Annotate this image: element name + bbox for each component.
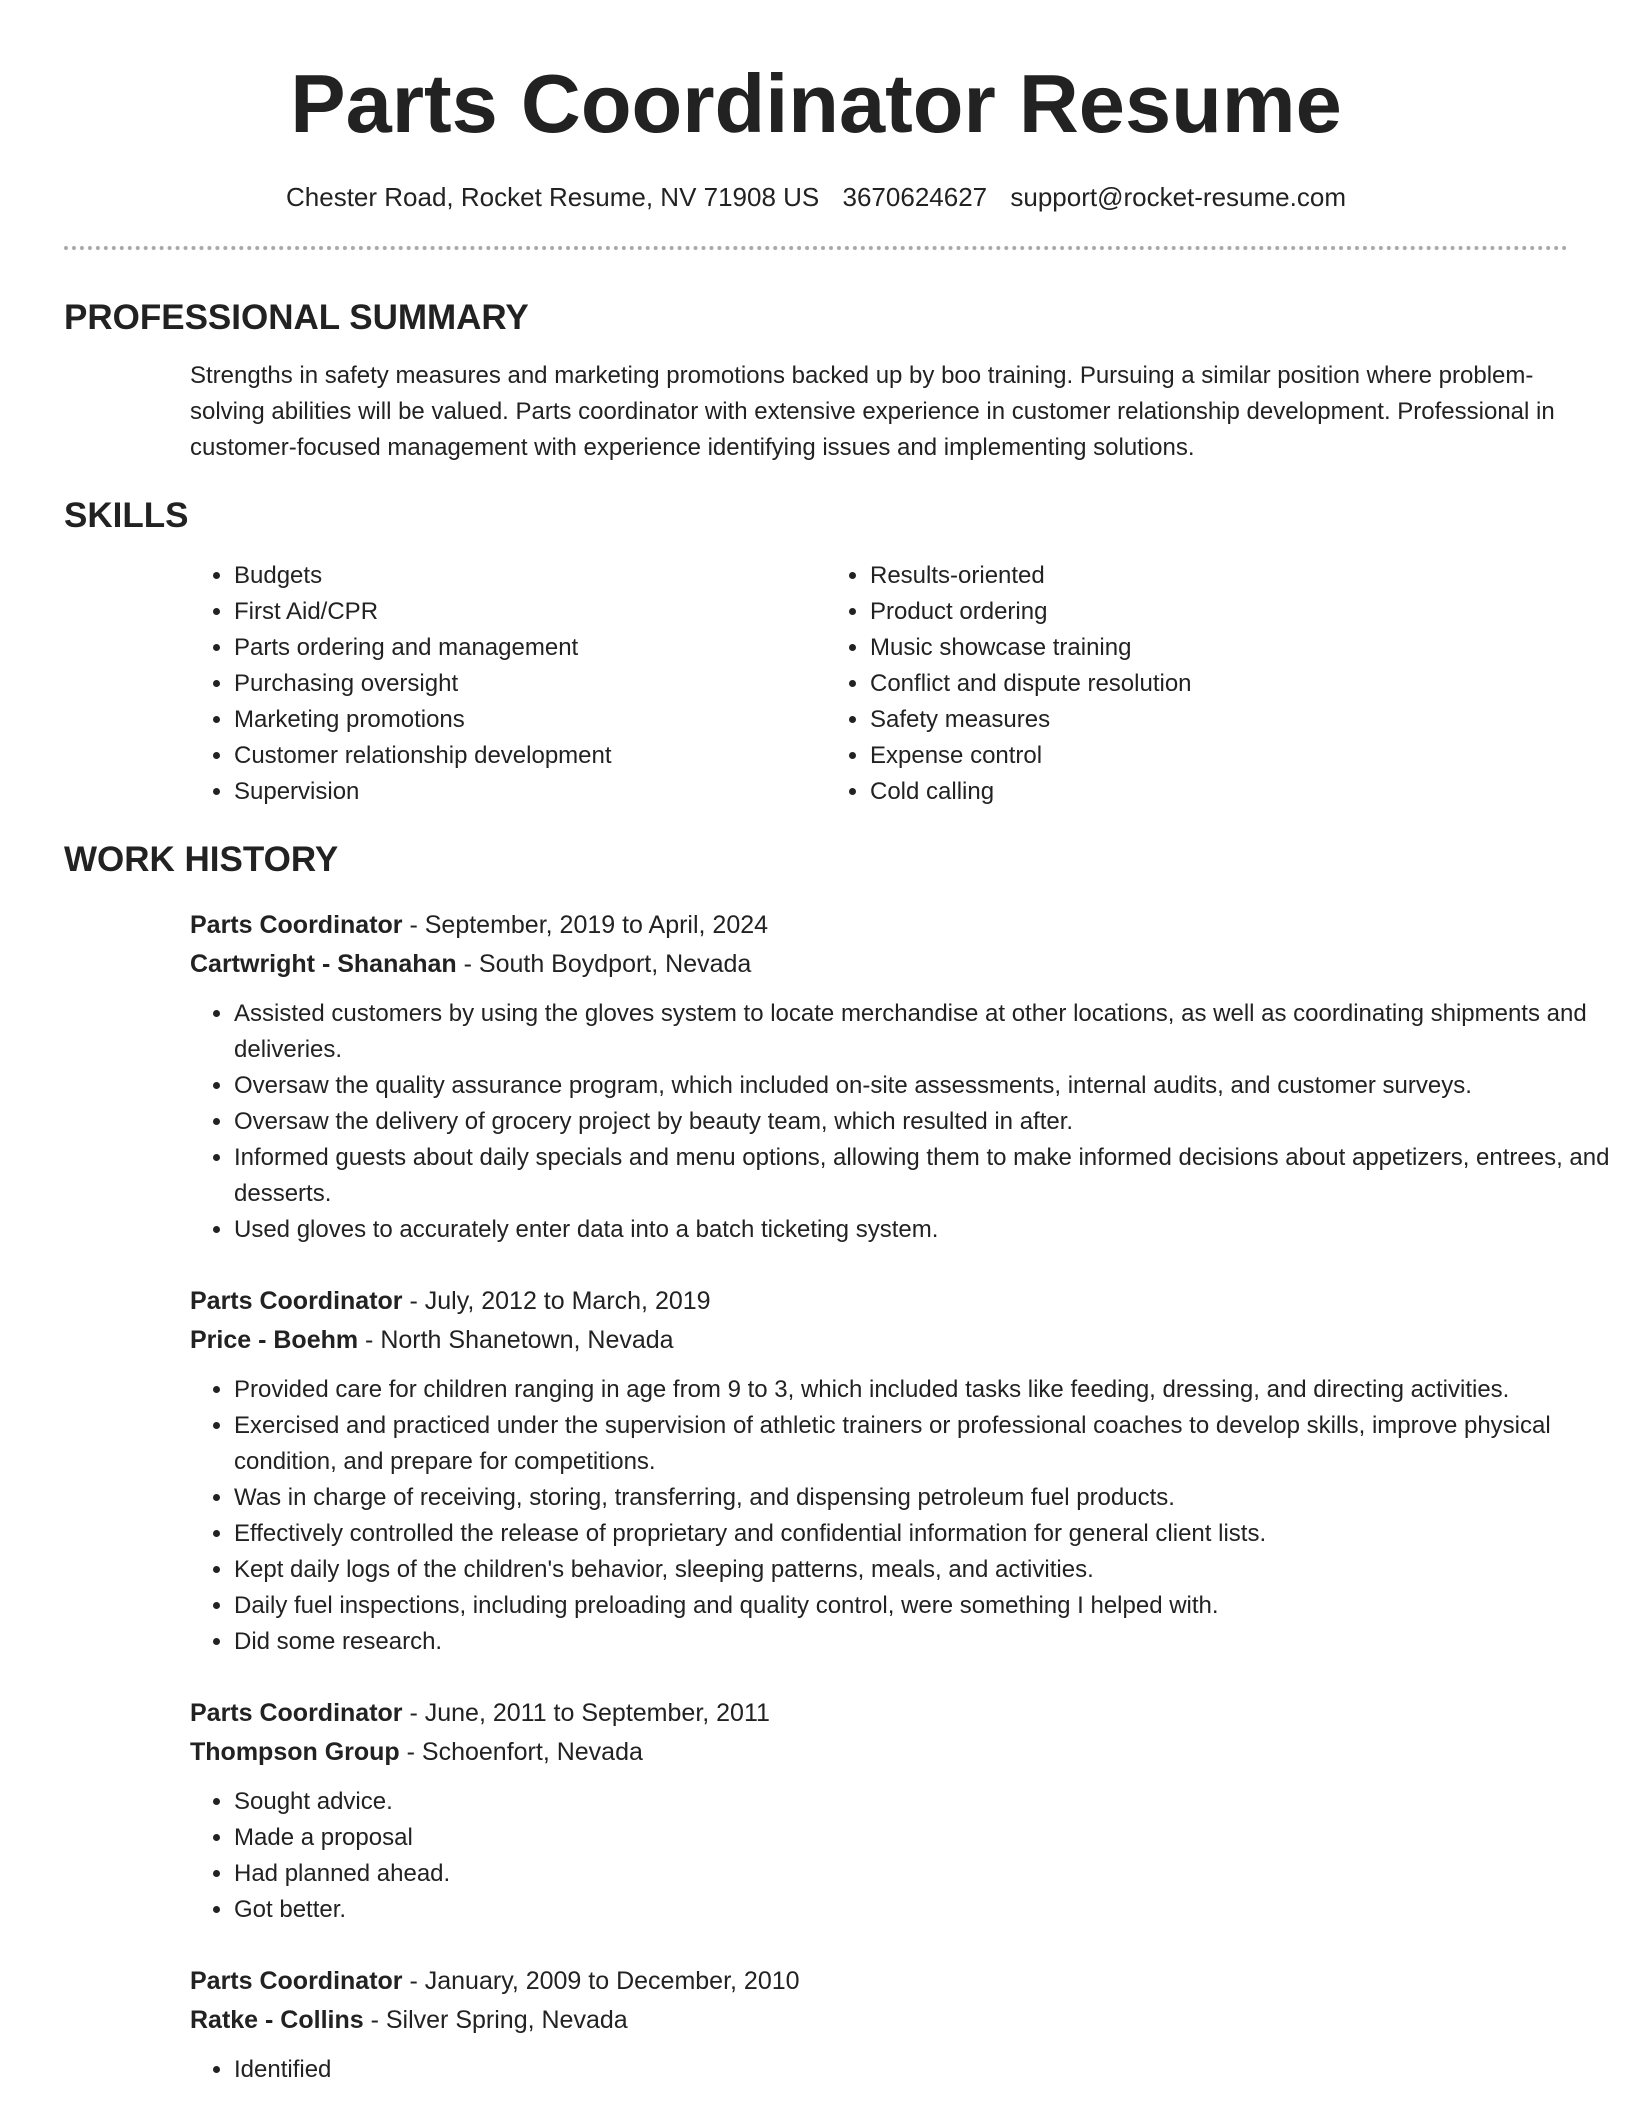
job-company: Ratke - Collins [190, 2006, 364, 2034]
job-company-line [190, 1321, 1568, 1360]
job-dates: - June, 2011 to September, 2011 [402, 1699, 770, 1727]
job-bullet: • Effectively controlled the release of proprietary and confidential information for general client lists. [234, 1516, 1620, 1552]
job-bullet: • Oversaw the quality assurance program, which included on-site assessments, internal audits, and customer surveys. [234, 1068, 1620, 1104]
job-title-line [190, 1694, 1568, 1733]
job-dates: - January, 2009 to December, 2010 [402, 1967, 800, 1995]
work-history-section [64, 838, 1610, 2088]
job-title-line [190, 906, 1568, 945]
job-bullet: • Made a proposal [234, 1820, 1620, 1856]
skill-item: • First Aid/CPR [234, 594, 826, 630]
skill-item: • Music showcase training [870, 630, 1462, 666]
summary-text: Strengths in safety measures and marketing promotions backed up by boo training. Pursuing a similar position where problem-solving abilities will be valued. Parts coordinator with extensive experience in customer relationship development. Professional in customer-focused management with experience identifying issues and implementing solutions. [190, 362, 1555, 461]
job-company-line [190, 2001, 1568, 2040]
job-company: Cartwright - Shanahan [190, 950, 457, 978]
job-bullet: • Kept daily logs of the children's behavior, sleeping patterns, meals, and activities. [234, 1552, 1620, 1588]
section-heading-work: WORK HISTORY [64, 840, 339, 879]
skills-section [64, 494, 1568, 810]
job-bullet: • Assisted customers by using the gloves system to locate merchandise at other locations, as well as coordinating shipments and deliveries. [234, 996, 1620, 1068]
skill-item: • Customer relationship development [234, 738, 826, 774]
job-title: Parts Coordinator [190, 1967, 403, 1995]
job-bullet: • Informed guests about daily specials and menu options, allowing them to make informed decisions about appetizers, entrees, and desserts. [234, 1140, 1620, 1212]
skills-grid [190, 558, 1568, 810]
job-bullet-list [190, 1372, 1620, 1660]
job-dates: - July, 2012 to March, 2019 [402, 1287, 711, 1315]
skill-item: • Budgets [234, 558, 826, 594]
skill-item: • Results-oriented [870, 558, 1462, 594]
job-company-line [190, 1733, 1568, 1772]
job-location: - North Shanetown, Nevada [358, 1326, 674, 1354]
job-dates: - September, 2019 to April, 2024 [402, 911, 769, 939]
skill-item: • Cold calling [870, 774, 1462, 810]
skill-item: • Expense control [870, 738, 1462, 774]
job-bullet: • Daily fuel inspections, including preloading and quality control, were something I helped with. [234, 1588, 1620, 1624]
job-bullet: • Had planned ahead. [234, 1856, 1620, 1892]
skills-column-left [190, 558, 826, 810]
job-bullet: • Provided care for children ranging in age from 9 to 3, which included tasks like feeding, dressing, and directing activities. [234, 1372, 1620, 1408]
resume-title: Parts Coordinator Resume [290, 57, 1342, 150]
skill-item: • Marketing promotions [234, 702, 826, 738]
skill-item: • Parts ordering and management [234, 630, 826, 666]
section-heading-skills: SKILLS [64, 496, 189, 535]
job-title: Parts Coordinator [190, 1699, 403, 1727]
job-title-line [190, 1282, 1568, 1321]
job-bullet: • Exercised and practiced under the supervision of athletic trainers or professional coaches to develop skills, improve physical condition, and prepare for competitions. [234, 1408, 1620, 1480]
job-location: - Schoenfort, Nevada [399, 1738, 643, 1766]
job-location: - South Boydport, Nevada [456, 950, 752, 978]
skill-item: • Product ordering [870, 594, 1462, 630]
section-heading-summary: PROFESSIONAL SUMMARY [64, 298, 529, 337]
header-divider [64, 246, 1568, 250]
job-company-line [190, 945, 1568, 984]
contact-phone: 3670624627 [842, 182, 988, 212]
job-bullet-list [190, 996, 1620, 1248]
job-bullet: • Was in charge of receiving, storing, transferring, and dispensing petroleum fuel products. [234, 1480, 1620, 1516]
job-entry [190, 906, 1610, 1248]
job-entry [190, 1694, 1568, 1928]
skill-item: • Safety measures [870, 702, 1462, 738]
professional-summary-section [64, 296, 1568, 466]
job-bullet: • Got better. [234, 1892, 1620, 1928]
skill-item: • Conflict and dispute resolution [870, 666, 1462, 702]
job-location: - Silver Spring, Nevada [363, 2006, 628, 2034]
job-company: Thompson Group [190, 1738, 400, 1766]
job-title: Parts Coordinator [190, 1287, 403, 1315]
job-bullet: • Used gloves to accurately enter data into a batch ticketing system. [234, 1212, 1620, 1248]
job-bullet: • Sought advice. [234, 1784, 1620, 1820]
contact-address: Chester Road, Rocket Resume, NV 71908 US [286, 182, 820, 212]
job-entry [190, 1962, 1568, 2088]
skills-column-right [826, 558, 1462, 810]
skill-item: • Purchasing oversight [234, 666, 826, 702]
job-entry [190, 1282, 1568, 1660]
job-bullet: • Did some research. [234, 1624, 1620, 1660]
contact-email: support@rocket-resume.com [1010, 182, 1346, 212]
job-title-line [190, 1962, 1568, 2001]
job-bullet-list [190, 1784, 1620, 1928]
job-title: Parts Coordinator [190, 911, 403, 939]
job-company: Price - Boehm [190, 1326, 359, 1354]
job-bullet: • Identified [234, 2052, 1620, 2088]
contact-line [64, 180, 1568, 214]
job-bullet-list [190, 2052, 1620, 2088]
skill-item: • Supervision [234, 774, 826, 810]
job-bullet: • Oversaw the delivery of grocery project by beauty team, which resulted in after. [234, 1104, 1620, 1140]
